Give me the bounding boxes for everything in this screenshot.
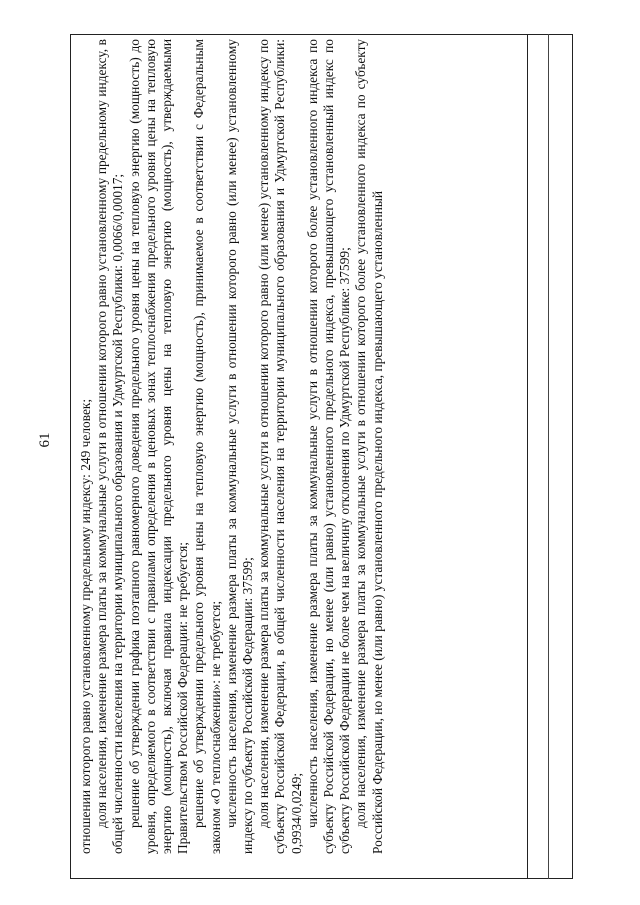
page-number: 61 xyxy=(37,432,53,448)
paragraph: решение об утверждении предельного уровня цены на тепловую энергию (мощность), принимаемое в соответствии с Федеральным законом «О теплоснабжении»: не требуется; xyxy=(191,39,223,854)
paragraph: отношении которого равно установленному предельному индексу: 249 человек; xyxy=(78,398,93,854)
table-cell-content xyxy=(78,38,568,858)
paragraph: решение об утверждении графика поэтапного равномерного доведения предельного уровня цены на тепловую энергию (мощность) до уровня, определяемого в соответствии с правилами определения в ценовых зонах теплоснабжения предельного уровня цены на тепловую энергию (мощность), включая правила индексации предельного уровня цены на тепловую энергию (мощность), утверждаемыми Правительством Российской Федерации: не требуется; xyxy=(126,39,191,854)
document-text xyxy=(78,35,386,858)
paragraph: численность населения, изменение размера платы за коммунальные услуги в отношении которого более установленного индекса по субъекту Российской Федерации, но менее (или равно) установленного предельного индекса, превышающего установленный индекс по субъекту Российской Федерации не более чем на величину отклонения по Удмуртской Республике: 37599; xyxy=(304,39,353,854)
paragraph: доля населения, изменение размера платы за коммунальные услуги в отношении которого равно (или менее) установленному индексу по субъекту Российской Федерации, в общей численности населения на территории муниципального образования и Удмуртской Республики: 0,9934/0,0249; xyxy=(256,39,304,854)
paragraph: доля населения, изменение размера платы за коммунальные услуги в отношении которого равно установленному предельному индексу, в общей численности населения на территории муниципального образования и Удмуртской Республики: 0,0066/0,00017; xyxy=(94,39,126,854)
paragraph: доля населения, изменение размера платы за коммунальные услуги в отношении которого более установленного индекса по субъекту Российской Федерации, но менее (или равно) установленного предельного индекса, превышающего установленный xyxy=(353,39,385,854)
paragraph: численность населения, изменение размера платы за коммунальные услуги в отношении которого равно (или менее) установленному индексу по субъекту Российской Федерации: 37599; xyxy=(223,39,256,854)
